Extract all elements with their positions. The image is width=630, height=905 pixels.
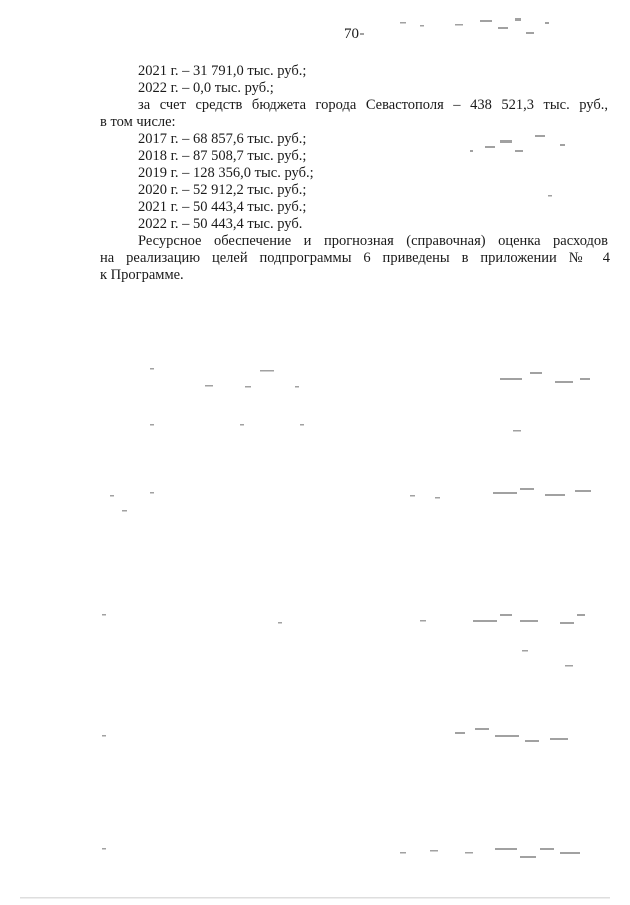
text-line: Ресурсное обеспечение и прогнозная (справочная) оценка расходов (138, 233, 608, 249)
text-line: 2022 г. – 0,0 тыс. руб.; (138, 80, 274, 96)
text-line: 2019 г. – 128 356,0 тыс. руб.; (138, 165, 314, 181)
text-line: 2022 г. – 50 443,4 тыс. руб. (138, 216, 303, 232)
text-line: в том числе: (100, 114, 176, 130)
text-line: 2021 г. – 50 443,4 тыс. руб.; (138, 199, 307, 215)
text-line: 2020 г. – 52 912,2 тыс. руб.; (138, 182, 307, 198)
text-line: на реализацию целей подпрограммы 6 приведены в приложении № 4 (100, 250, 610, 266)
page-number: 70 (344, 26, 359, 42)
text-line: к Программе. (100, 267, 184, 283)
text-line: 2017 г. – 68 857,6 тыс. руб.; (138, 131, 307, 147)
text-line: 2021 г. – 31 791,0 тыс. руб.; (138, 63, 307, 79)
text-line: за счет средств бюджета города Севастополя – 438 521,3 тыс. руб., (138, 97, 608, 113)
text-line: 2018 г. – 87 508,7 тыс. руб.; (138, 148, 307, 164)
